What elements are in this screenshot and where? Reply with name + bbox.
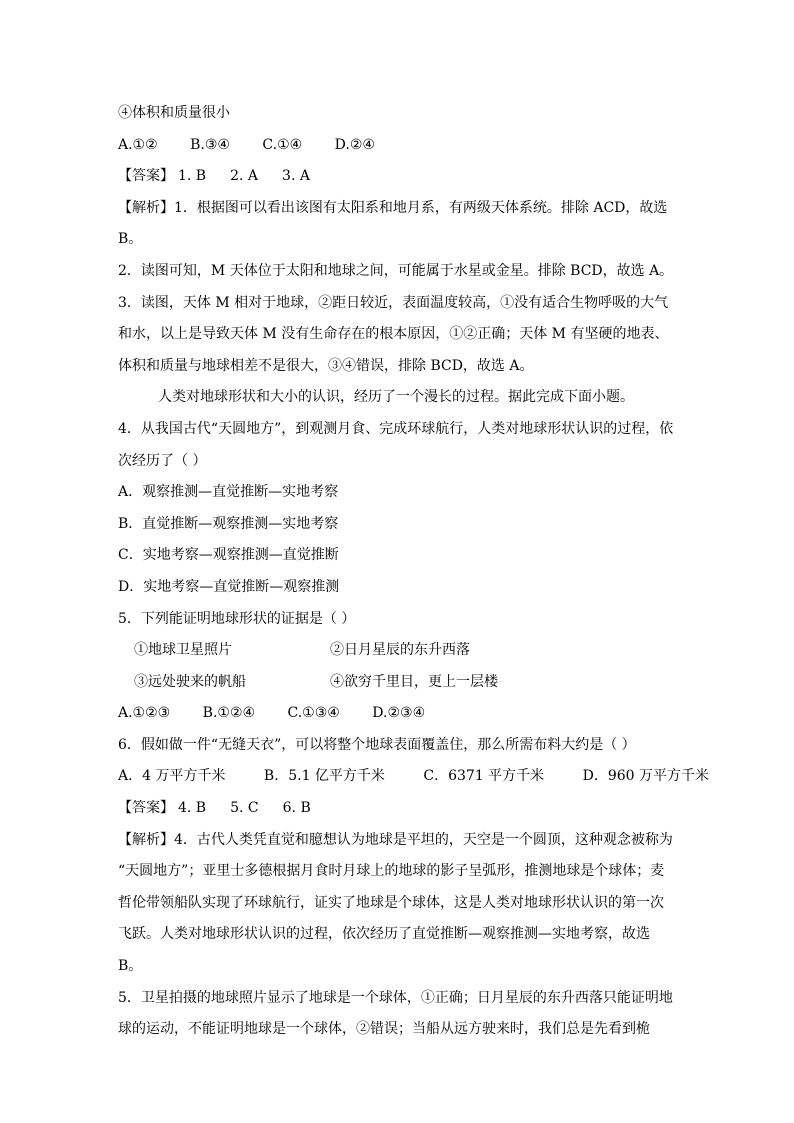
- question-5-items-row-2: [118, 667, 678, 699]
- item-2: ②日月星辰的东升西落: [330, 642, 470, 659]
- question-4-stem: 4．从我国古代“天圆地方”，到观测月食、完成环球航行，人类对地球形状认识的过程，依: [118, 420, 674, 437]
- item-3: ③远处驶来的帆船: [134, 673, 246, 690]
- answer-item: 2. A: [230, 168, 259, 185]
- answer-key-1: [118, 161, 678, 193]
- answer-options-q3: [118, 130, 678, 162]
- passage-intro: 人类对地球形状和大小的认识，经历了一个漫长的过程。据此完成下面小题。: [158, 389, 634, 406]
- answer-item: 1. B: [178, 168, 207, 185]
- option-b: B.③④: [190, 136, 230, 153]
- analysis-line: 球的运动，不能证明地球是一个球体，②错误；当船从远方驶来时，我们总是先看到桅: [118, 1021, 650, 1038]
- option-a: A.①②③: [118, 705, 171, 722]
- option-d: D．960 万平方千米: [582, 768, 710, 785]
- option-c: C.①④: [262, 136, 303, 153]
- question-5-items-row-1: [118, 635, 678, 667]
- answer-tag: 【答案】: [118, 800, 174, 817]
- analysis-line: 3．读图，天体 M 相对于地球，②距日较近，表面温度较高，①没有适合生物呼吸的大气: [118, 294, 669, 311]
- option-c: C.①③④: [287, 705, 340, 722]
- answer-key-2: [118, 793, 678, 825]
- question-4-option-a: A．观察推测—直觉推断—实地考察: [118, 484, 339, 501]
- option-b: B．5.1 亿平方千米: [263, 768, 385, 785]
- answer-item: 6. B: [282, 800, 311, 817]
- answer-item: 5. C: [230, 800, 259, 817]
- answer-item: 4. B: [178, 800, 207, 817]
- option-d: D.②③④: [372, 705, 426, 722]
- question-6-stem: 6．假如做一件“无缝天衣”，可以将整个地球表面覆盖住，那么所需布料大约是（ ）: [118, 736, 636, 753]
- item-1: ①地球卫星照片: [134, 642, 232, 659]
- option-a: A.①②: [118, 136, 158, 153]
- question-4-option-b: B．直觉推断—观察推测—实地考察: [118, 515, 339, 532]
- analysis-line: 体积和质量与地球相差不是很大，③④错误，排除 BCD，故选 A。: [118, 357, 534, 374]
- analysis-line: 【解析】4．古代人类凭直觉和臆想认为地球是平坦的，天空是一个圆顶，这种观念被称为: [118, 831, 673, 848]
- analysis-line: 和水，以上是导致天体 M 没有生命存在的根本原因，①②正确；天体 M 有坚硬的地表、: [118, 326, 669, 343]
- answer-options-q6: [118, 761, 710, 793]
- answer-item: 3. A: [282, 168, 310, 185]
- answer-options-q5: [118, 698, 678, 730]
- question-4-option-d: D．实地考察—直觉推断—观察推测: [118, 578, 340, 595]
- analysis-line: 飞跃。人类对地球形状认识的过程，依次经历了直觉推断—观察推测—实地考察，故选: [118, 926, 650, 943]
- analysis-line: 哲伦带领船队实现了环球航行，证实了地球是个球体，这是人类对地球形状认识的第一次: [118, 894, 664, 911]
- analysis-line: B。: [118, 231, 143, 248]
- option-d: D.②④: [334, 136, 375, 153]
- analysis-line: 【解析】1．根据图可以看出该图有太阳系和地月系，有两级天体系统。排除 ACD，故选: [118, 199, 668, 216]
- question-5-stem: 5．下列能证明地球形状的证据是（ ）: [118, 610, 356, 627]
- option-text-4: ④体积和质量很小: [118, 105, 230, 121]
- option-c: C．6371 平方千米: [423, 768, 545, 785]
- analysis-line: 2．读图可知，M 天体位于太阳和地球之间，可能属于水星或金星。排除 BCD，故选 A。: [118, 262, 674, 279]
- analysis-line: 5．卫星拍摄的地球照片显示了地球是一个球体，①正确；日月星辰的东升西落只能证明地: [118, 989, 673, 1006]
- item-4: ④欲穷千里目，更上一层楼: [330, 673, 498, 690]
- question-4-option-c: C．实地考察—观察推测—直觉推断: [118, 547, 339, 564]
- document-page: [118, 98, 710, 1046]
- option-b: B.①②④: [202, 705, 256, 722]
- question-4-stem-cont: 次经历了（ ）: [118, 452, 207, 469]
- analysis-line: B。: [118, 958, 143, 975]
- analysis-line: “天圆地方”；亚里士多德根据月食时月球上的地球的影子呈弧形，推测地球是个球体；麦: [118, 863, 665, 880]
- option-a: A．4 万平方千米: [118, 768, 226, 785]
- answer-tag: 【答案】: [118, 168, 174, 185]
